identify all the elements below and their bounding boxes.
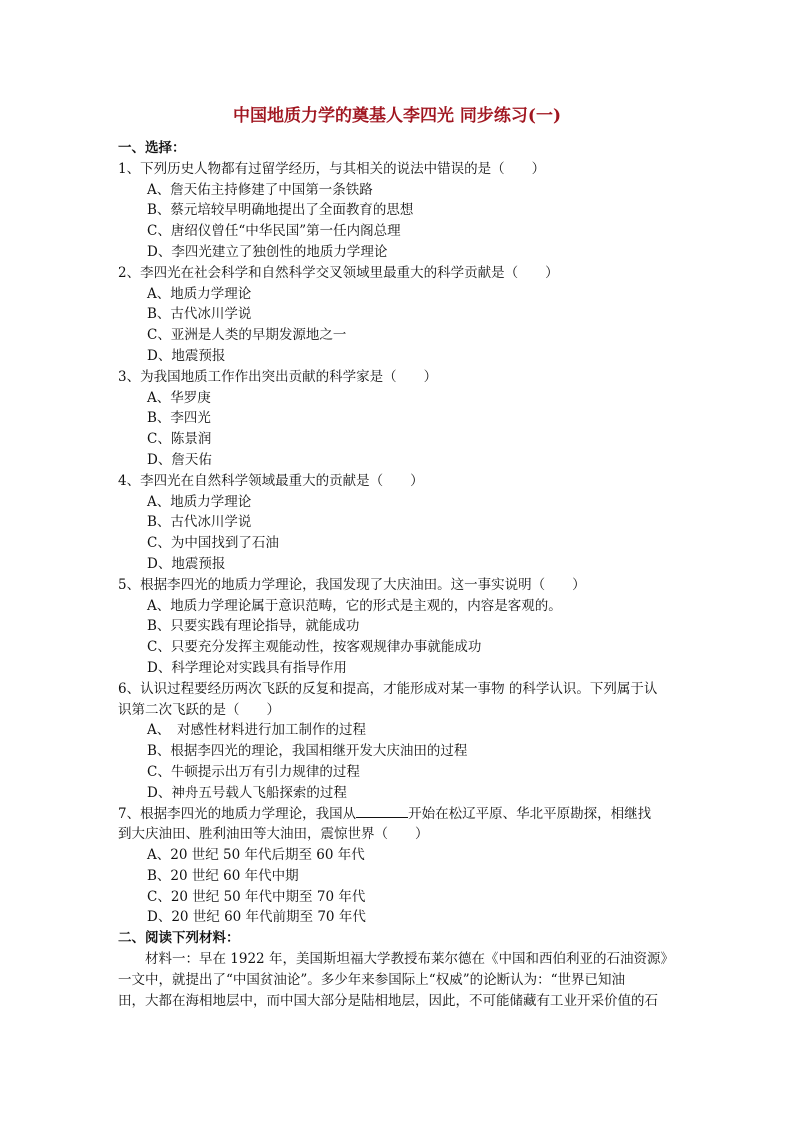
question-option: B、蔡元培较早明确地提出了全面教育的思想 (147, 202, 414, 219)
question-option: C、亚洲是人类的早期发源地之一 (147, 327, 347, 344)
question-7-stem-line2: 到大庆油田、胜利油田等大油田，震惊世界（ ） (118, 826, 429, 843)
question-stem: 识第二次飞跃的是（ ） (118, 701, 280, 718)
material-line: 田，大都在海相地层中，而中国大部分是陆相地层，因此，不可能储藏有工业开采价值的石 (118, 992, 658, 1009)
question-option: C、为中国找到了石油 (147, 535, 279, 552)
fill-in-blank (356, 804, 408, 818)
question-option: D、地震预报 (147, 347, 226, 364)
question-option: A、地质力学理论 (147, 285, 252, 302)
material-paragraph (118, 949, 680, 1011)
question-option: C、唐绍仪曾任“中华民国”第一任内阁总理 (147, 223, 401, 240)
question-2 (118, 263, 680, 367)
question-option: D、詹天佑 (147, 451, 212, 468)
document-body (118, 138, 680, 1011)
question-option: B、只要实践有理论指导，就能成功 (147, 618, 360, 635)
question-option: B、李四光 (147, 410, 211, 427)
question-option: D、李四光建立了独创性的地质力学理论 (147, 243, 388, 260)
question-option: D、地震预报 (147, 555, 226, 572)
question-1 (118, 159, 680, 263)
question-7 (118, 804, 680, 929)
question-stem: 5、根据李四光的地质力学理论，我国发现了大庆油田。这一事实说明（ ） (118, 576, 586, 593)
question-3 (118, 367, 680, 471)
question-7-option-b: B、20 世纪 60 年代中期 (147, 867, 299, 884)
question-option: A、华罗庚 (147, 389, 211, 406)
question-7-option-a: A、20 世纪 50 年代后期至 60 年代 (147, 847, 365, 864)
page-title: 中国地质力学的奠基人李四光 同步练习(一) (232, 106, 561, 126)
question-7-stem (118, 804, 680, 825)
question-stem: 3、为我国地质工作作出突出贡献的科学家是（ ） (118, 368, 438, 385)
question-option: B、根据李四光的理论，我国相继开发大庆油田的过程 (147, 743, 468, 760)
question-stem: 4、李四光在自然科学领域最重大的贡献是（ ） (118, 472, 424, 489)
question-4 (118, 471, 680, 575)
question-7-option-d: D、20 世纪 60 年代前期至 70 年代 (147, 909, 366, 926)
question-stem: 1、下列历史人物都有过留学经历，与其相关的说法中错误的是（ ） (118, 160, 546, 177)
question-option: D、神舟五号载人飞船探索的过程 (147, 784, 347, 801)
question-option: C、陈景润 (147, 431, 212, 448)
section-heading-choice: 一、选择： (118, 140, 186, 156)
question-option: A、詹天佑主持修建了中国第一条铁路 (147, 181, 373, 198)
material-line: 一文中，就提出了“中国贫油论”。多少年来参国际上“权威”的论断认为：“世界已知油 (118, 971, 626, 988)
question-stem: 6、认识过程要经历两次飞跃的反复和提高，才能形成对某一事物 的科学认识。下列属于认 (118, 680, 658, 697)
question-6 (118, 679, 680, 804)
question-option: C、只要充分发挥主观能动性，按客观规律办事就能成功 (147, 639, 482, 656)
question-list (118, 159, 680, 804)
question-option: A、地质力学理论属于意识范畴，它的形式是主观的，内容是客观的。 (147, 597, 562, 614)
question-option: A、地质力学理论 (147, 493, 252, 510)
question-option: B、古代冰川学说 (147, 306, 252, 323)
question-option: D、科学理论对实践具有指导作用 (147, 659, 347, 676)
question-stem: 2、李四光在社会科学和自然科学交叉领域里最重大的科学贡献是（ ） (118, 264, 559, 281)
question-7-option-c: C、20 世纪 50 年代中期至 70 年代 (147, 888, 366, 905)
section-heading-reading: 二、阅读下列材料： (118, 930, 240, 947)
material-line: 材料一：早在 1922 年，美国斯坦福大学教授布莱尔德在《中国和西伯利亚的石油资源》 (145, 951, 674, 968)
question-option: A、 对感性材料进行加工制作的过程 (147, 722, 366, 739)
question-7-stem-before-blank: 7、根据李四光的地质力学理论，我国从 (118, 805, 357, 822)
question-option: B、古代冰川学说 (147, 514, 252, 531)
question-option: C、牛顿提示出万有引力规律的过程 (147, 763, 360, 780)
question-5 (118, 575, 680, 679)
question-7-stem-after-blank: 开始在松辽平原、华北平原勘探，相继找 (408, 805, 652, 822)
